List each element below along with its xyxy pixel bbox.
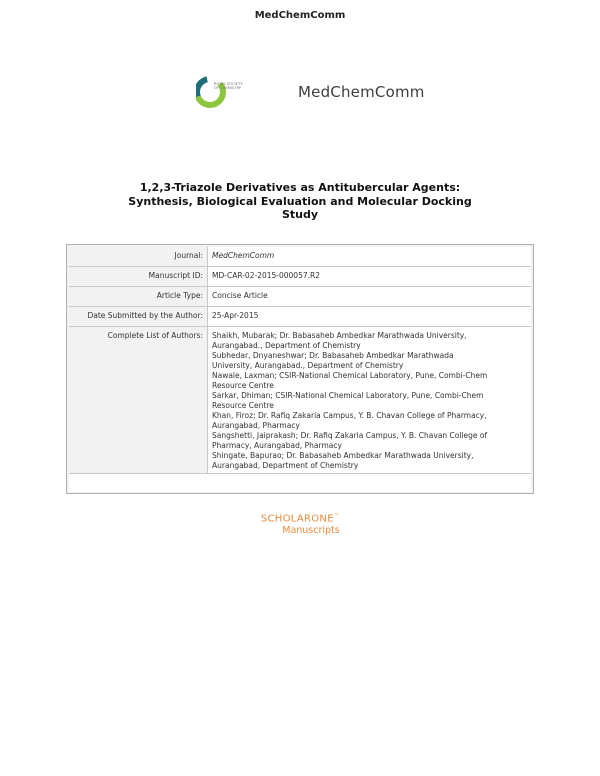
article-type-label: Article Type: xyxy=(69,287,208,307)
author-line: Nawale, Laxman; CSIR-National Chemical Laboratory, Pune, Combi-Chem xyxy=(212,371,488,380)
royal-society-of-chemistry-logo-icon xyxy=(196,74,238,110)
author-line: Resource Centre xyxy=(212,381,274,390)
title-line: Synthesis, Biological Evaluation and Molecular Docking xyxy=(128,194,472,208)
table-row xyxy=(69,247,531,267)
publisher-text-line: ROYAL SOCIETY xyxy=(214,82,243,86)
author-line: Aurangabad, Pharmacy xyxy=(212,421,300,430)
table-row xyxy=(69,287,531,307)
running-header-title: MedChemComm xyxy=(254,10,346,21)
scholarone-brand-text: SCHOLARONE xyxy=(260,513,334,525)
title-line: 1,2,3-Triazole Derivatives as Antitubercular Agents: xyxy=(139,181,461,194)
journal-label: Journal: xyxy=(69,247,208,267)
author-line: Sangshetti, Jaiprakash; Dr. Rafiq Zakaria Campus, Y. B. Chavan College of xyxy=(212,431,488,440)
author-line: University, Aurangabad., Department of Chemistry xyxy=(212,361,404,370)
journal-logo-text: MedChemComm xyxy=(298,83,425,101)
table-row xyxy=(69,307,531,327)
scholarone-logo xyxy=(0,513,600,536)
manuscript-id-value: MD-CAR-02-2015-000057.R2 xyxy=(208,267,531,287)
table-row xyxy=(69,327,531,477)
trademark-symbol: ™ xyxy=(333,513,340,519)
metadata-table xyxy=(69,247,531,477)
publisher-text-line: OF CHEMISTRY xyxy=(214,86,242,90)
manuscript-metadata-box xyxy=(66,244,534,494)
date-submitted-label: Date Submitted by the Author: xyxy=(69,307,208,327)
authors-label: Complete List of Authors: xyxy=(69,327,208,477)
author-line: Subhedar, Dnyaneshwar; Dr. Babasaheb Ambedkar Marathwada xyxy=(212,351,454,360)
author-line: Pharmacy, Aurangabad, Pharmacy xyxy=(212,441,342,450)
article-type-value: Concise Article xyxy=(208,287,531,307)
publisher-logo-text xyxy=(214,82,243,90)
author-line: Aurangabad, Department of Chemistry xyxy=(212,461,359,470)
author-line: Aurangabad., Department of Chemistry xyxy=(212,341,361,350)
metadata-footer-band xyxy=(69,473,531,492)
author-line: Shingate, Bapurao; Dr. Babasaheb Ambedkar Marathwada University, xyxy=(212,451,474,460)
title-line: Study xyxy=(281,208,319,221)
scholarone-subtitle: Manuscripts xyxy=(282,525,340,537)
article-title xyxy=(100,181,500,222)
author-line: Shaikh, Mubarak; Dr. Babasaheb Ambedkar Marathwada University, xyxy=(212,331,467,340)
author-line: Khan, Firoz; Dr. Rafiq Zakaria Campus, Y. B. Chavan College of Pharmacy, xyxy=(212,411,487,420)
journal-value: MedChemComm xyxy=(208,247,531,267)
table-row xyxy=(69,267,531,287)
author-line: Sarkar, Dhiman; CSIR-National Chemical Laboratory, Pune, Combi-Chem xyxy=(212,391,484,400)
manuscript-id-label: Manuscript ID: xyxy=(69,267,208,287)
logo-row xyxy=(196,72,426,112)
scholarone-brand xyxy=(0,513,600,524)
date-submitted-value: 25-Apr-2015 xyxy=(208,307,531,327)
authors-value xyxy=(208,327,531,477)
author-line: Resource Centre xyxy=(212,401,274,410)
